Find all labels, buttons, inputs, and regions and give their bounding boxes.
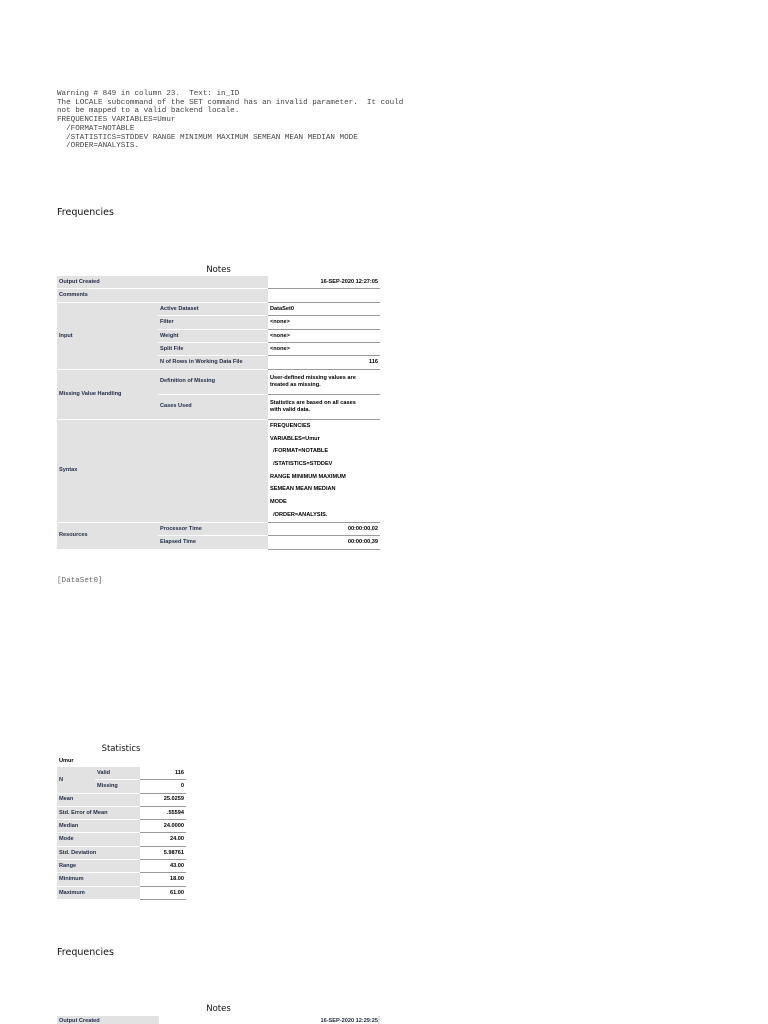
resources-label: Resources	[57, 522, 158, 549]
stat-value: 43.00	[140, 860, 186, 873]
stat-value: 24.00	[140, 833, 186, 846]
frequencies-heading-2: Frequencies	[57, 947, 114, 958]
stat-value: 25.0259	[140, 793, 186, 806]
syntax-line: VARIABLES=Umur	[270, 435, 320, 442]
log-line: /STATISTICS=STDDEV RANGE MINIMUM MAXIMUM SEMEAN MEAN MEDIAN MODE	[57, 133, 358, 142]
variable-label: Umur	[57, 756, 186, 767]
stat-label: Range	[57, 860, 140, 873]
statistics-table-title: Statistics	[101, 744, 141, 754]
stat-label: Minimum	[57, 873, 140, 886]
n-label: N	[57, 767, 95, 793]
table-row	[57, 276, 380, 289]
stat-label: Maximum	[57, 886, 140, 899]
dataset-tag: [DataSet0]	[57, 577, 103, 585]
cases-used-value	[268, 394, 380, 419]
stat-value: .55594	[140, 806, 186, 819]
comments-label: Comments	[57, 289, 268, 302]
notes-table	[57, 276, 380, 550]
table-row	[57, 846, 186, 859]
stat-label: Median	[57, 820, 140, 833]
valid-label: Valid	[95, 767, 140, 780]
notes-table-title-2: Notes	[206, 1004, 231, 1014]
syntax-line: SEMEAN MEAN MEDIAN	[270, 486, 336, 493]
table-row	[57, 793, 186, 806]
stat-value: 18.00	[140, 873, 186, 886]
output-created-value: 16-SEP-2020 12:27:05	[268, 276, 380, 289]
active-dataset-label: Active Dataset	[158, 302, 268, 315]
active-dataset-value: DataSet0	[268, 302, 380, 315]
table-row	[57, 860, 186, 873]
elapsed-time-label: Elapsed Time	[158, 536, 268, 549]
syntax-line: FREQUENCIES	[270, 422, 311, 429]
syntax-line: RANGE MINIMUM MAXIMUM	[270, 473, 346, 480]
table-row	[57, 756, 186, 767]
stat-value: 61.00	[140, 886, 186, 899]
processor-time-label: Processor Time	[158, 522, 268, 535]
syntax-line: MODE	[270, 499, 287, 506]
notes-table-title: Notes	[206, 265, 231, 275]
table-row	[57, 302, 380, 315]
rows-value: 116	[268, 356, 380, 369]
log-line: /FORMAT=NOTABLE	[57, 124, 135, 133]
missing-handling-label: Missing Value Handling	[57, 369, 158, 419]
syntax-line: /ORDER=ANALYSIS.	[270, 511, 328, 518]
elapsed-time-value: 00:00:00,39	[268, 536, 380, 549]
filter-label: Filter	[158, 316, 268, 329]
table-row	[57, 873, 186, 886]
log-line: The LOCALE subcommand of the SET command has an invalid parameter. It could	[57, 98, 404, 107]
split-file-value: <none>	[268, 342, 380, 355]
input-label: Input	[57, 302, 158, 369]
stat-label: Std. Deviation	[57, 846, 140, 859]
definition-missing-line: treated as missing.	[270, 381, 321, 388]
comments-value	[268, 289, 380, 302]
table-row	[57, 767, 186, 780]
weight-label: Weight	[158, 329, 268, 342]
table-row	[57, 833, 186, 846]
weight-value: <none>	[268, 329, 380, 342]
split-file-label: Split File	[158, 342, 268, 355]
output-created-label-2: Output Created	[59, 1018, 100, 1024]
stat-value: 24.0000	[140, 820, 186, 833]
valid-value: 116	[140, 767, 186, 780]
log-line: Warning # 849 in column 23. Text: in_ID	[57, 90, 240, 98]
cases-used-line: Statistics are based on all cases	[270, 400, 356, 407]
output-created-label: Output Created	[57, 276, 268, 289]
definition-missing-value	[268, 369, 380, 394]
warning-log	[57, 90, 403, 151]
missing-value: 0	[140, 780, 186, 793]
statistics-table	[57, 756, 186, 900]
log-line: FREQUENCIES VARIABLES=Umur	[57, 116, 176, 125]
rows-label: N of Rows in Working Data File	[158, 356, 268, 369]
syntax-line: /FORMAT=NOTABLE	[270, 448, 329, 455]
log-line: /ORDER=ANALYSIS.	[57, 142, 140, 151]
cases-used-line: with valid data.	[270, 406, 311, 413]
definition-missing-line: User-defined missing values are	[270, 375, 356, 382]
output-created-value-2: 16-SEP-2020 12:29:25	[320, 1018, 378, 1024]
stat-value: 5.98761	[140, 846, 186, 859]
syntax-line: /STATISTICS=STDDEV	[270, 461, 333, 468]
stat-label: Mean	[57, 793, 140, 806]
table-row	[57, 820, 186, 833]
table-row	[57, 419, 380, 522]
filter-value: <none>	[268, 316, 380, 329]
stat-label: Std. Error of Mean	[57, 806, 140, 819]
frequencies-heading: Frequencies	[57, 207, 114, 218]
cases-used-label: Cases Used	[158, 394, 268, 419]
missing-label: Missing	[95, 780, 140, 793]
table-row	[57, 806, 186, 819]
notes-table-2-partial	[57, 1016, 380, 1024]
table-row	[57, 289, 380, 302]
table-row	[57, 369, 380, 394]
definition-missing-label: Definition of Missing	[158, 369, 268, 394]
stat-label: Mode	[57, 833, 140, 846]
table-row	[57, 886, 186, 899]
table-row	[57, 522, 380, 535]
processor-time-value: 00:00:00,02	[268, 522, 380, 535]
syntax-value	[268, 419, 380, 522]
syntax-label: Syntax	[57, 419, 268, 522]
log-line: not be mapped to a valid backend locale.	[57, 107, 240, 116]
